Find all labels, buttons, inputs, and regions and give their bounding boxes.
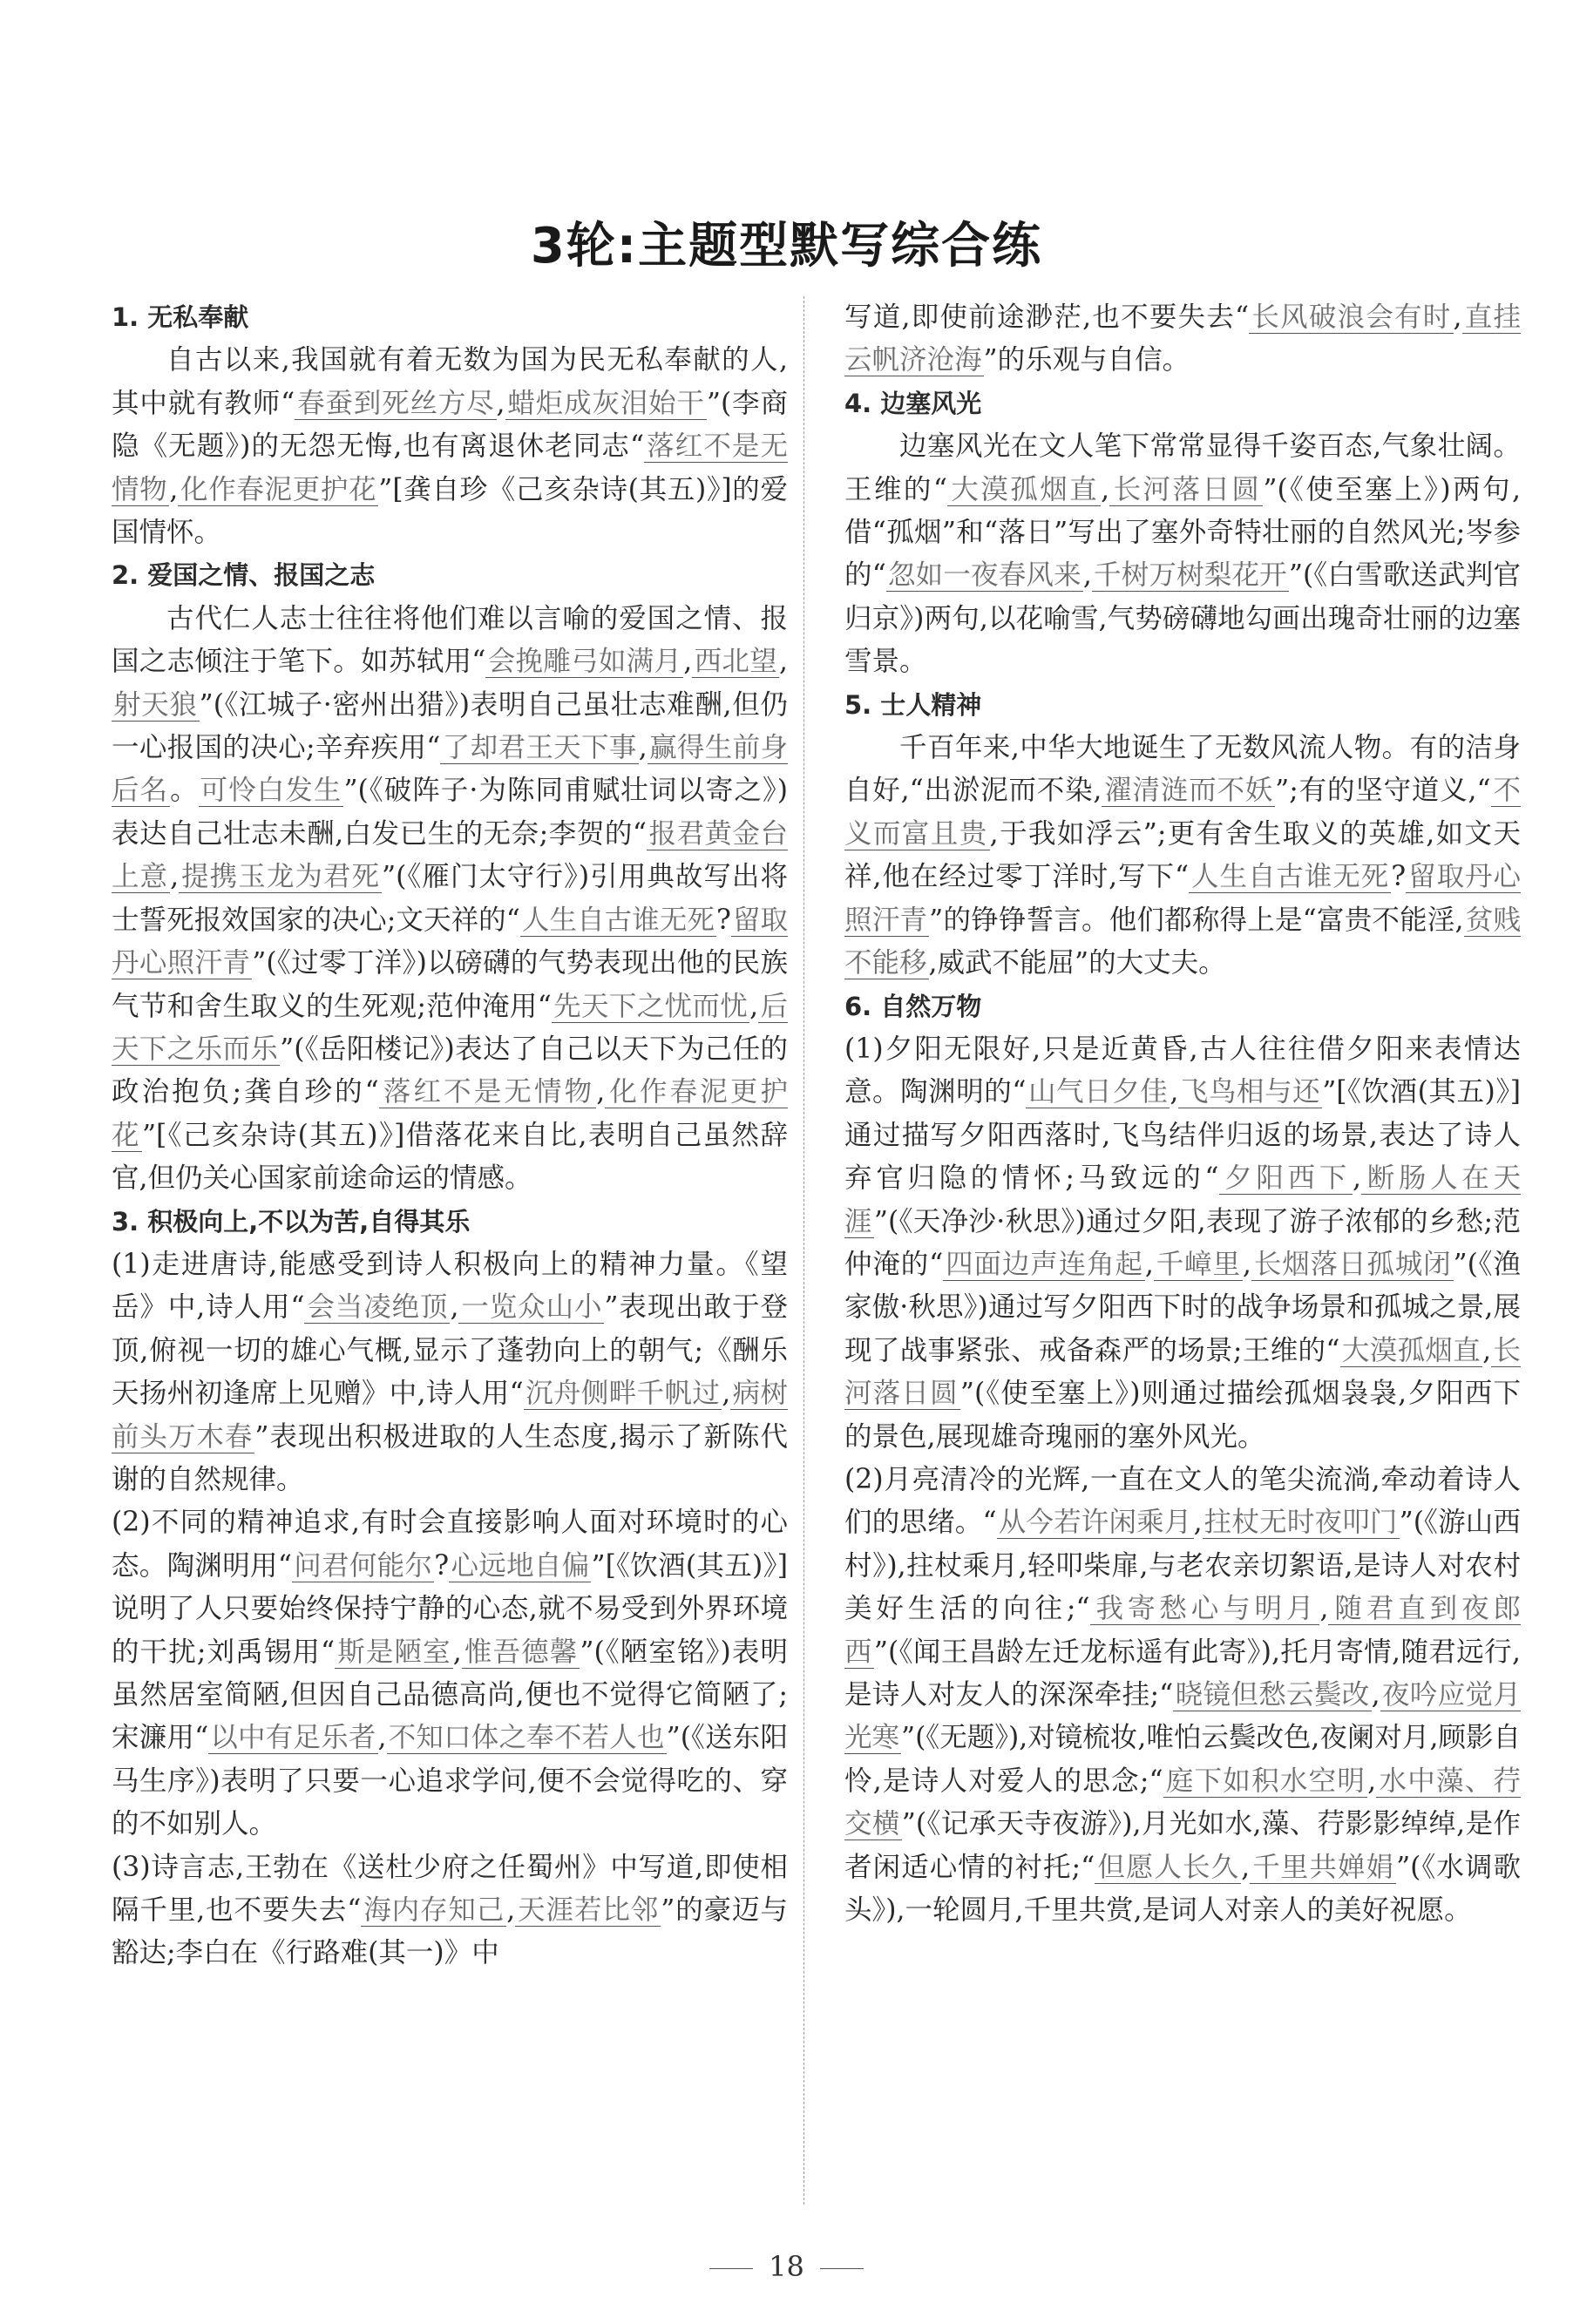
fill-in-answer: 了却君王天下事 xyxy=(442,732,637,764)
fill-in-answer: 会当凌绝顶 xyxy=(306,1291,449,1324)
page-number-footer xyxy=(0,2250,1573,2283)
footer-dash-left xyxy=(709,2268,753,2269)
section-heading: 4. 边塞风光 xyxy=(844,388,982,418)
fill-in-answer: 可怜白发生 xyxy=(200,775,342,807)
body-text: 千百年来,中华大地诞生了无数风流人物。有的洁身自好,“出淤泥而不染, xyxy=(844,732,1521,807)
body-text: 古代仁人志士往往将他们难以言喻的爱国之情、报国之志倾注于笔下。如苏轼用“ xyxy=(112,602,788,678)
body-text: ? xyxy=(434,1549,450,1582)
section-heading: 2. 爱国之情、报国之志 xyxy=(112,560,376,591)
body-text: ”(《天净沙·秋思》)通过夕阳,表现了游子浓郁的乡愁;范仲淹的“ xyxy=(844,1205,1521,1280)
body-text: , xyxy=(638,732,648,764)
body-text: ”(李商隐《无题》)的无怨无悔,也有离退休老同志“ xyxy=(112,387,788,463)
paragraph xyxy=(112,1243,788,1501)
paragraph xyxy=(112,1501,788,1846)
body-text: ”(《白雪歌送武判官归京》)两句,以花喻雪,气势磅礴地勾画出瑰奇壮丽的边塞雪景。 xyxy=(844,559,1521,678)
fill-in-answer: 海内存知己 xyxy=(363,1894,505,1927)
fill-in-answer: 不知口体之奉不若人也 xyxy=(388,1722,665,1754)
fill-in-answer: 飞鸟相与还 xyxy=(1180,1076,1321,1108)
body-text: ”(《岳阳楼记》)表达了自己以天下为己任的政治抱负;龚自珍的“ xyxy=(112,1033,788,1108)
paragraph xyxy=(844,1028,1521,1459)
body-text: ”(《记承天寺夜游》),月光如水,藻、荇影影绰绰,是作者闲适心情的衬托;“ xyxy=(844,1808,1521,1883)
fill-in-answer: 沉舟侧畔千帆过 xyxy=(525,1378,721,1410)
body-text: , xyxy=(452,1636,462,1668)
fill-in-answer: 水中藻、荇交横 xyxy=(844,1765,1521,1840)
body-text: ”[《饮酒(其五)》]通过描写夕阳西落时,飞鸟结伴归返的场景,表达了诗人弃官归隐的情怀;马致远的“ xyxy=(844,1076,1521,1195)
paragraph xyxy=(844,1459,1521,1932)
body-text: , xyxy=(1353,1162,1362,1195)
body-text: ”(《水调歌头》),一轮圆月,千里共赏,是词人对亲人的美好祝愿。 xyxy=(844,1851,1521,1927)
fill-in-answer: 拄杖无时夜叩门 xyxy=(1203,1507,1398,1539)
body-text: , xyxy=(1170,1076,1179,1108)
body-text: ”(《渔家傲·秋思》)通过写夕阳西下时的战争场景和孤城之景,展现了战事紧张、戒备森严的场景;王维的“ xyxy=(844,1248,1521,1366)
fill-in-answer: 提携玉龙为君死 xyxy=(180,861,381,893)
fill-in-answer: 报君黄金台上意 xyxy=(112,817,788,893)
body-text: ”(《使至塞上》)则通过描绘孤烟袅袅,夕阳西下的景色,展现雄奇瑰丽的塞外风光。 xyxy=(844,1378,1521,1453)
fill-in-answer: 长河落日圆 xyxy=(1111,473,1262,505)
body-text: , xyxy=(1367,1765,1377,1797)
body-text: ? xyxy=(715,904,731,936)
fill-in-answer: 山气日夕佳 xyxy=(1027,1076,1169,1108)
body-text: , xyxy=(506,1894,516,1927)
body-text: , xyxy=(1371,1679,1380,1711)
body-text: ”[《己亥杂诗(其五)》]借落花来自比,表明自己虽然辞官,但仍关心国家前途命运的情感。 xyxy=(112,1119,788,1195)
fill-in-answer: 化作春泥更护花 xyxy=(112,1076,788,1151)
body-text: ”(《无题》),对镜梳妆,唯怕云鬓改色,夜阑对月,顾影自怜,是诗人对爱人的思念;“ xyxy=(844,1722,1521,1797)
page-title: 3轮:主题型默写综合练 xyxy=(530,218,1043,274)
body-text: , xyxy=(1482,1334,1492,1366)
body-text: , xyxy=(170,861,180,893)
body-text: , xyxy=(749,990,759,1022)
section-heading: 1. 无私奉献 xyxy=(112,302,249,332)
body-text: , xyxy=(683,646,693,678)
fill-in-answer: 人生自古谁无死 xyxy=(1190,861,1390,893)
fill-in-answer: 四面边声连角起 xyxy=(945,1248,1143,1280)
fill-in-answer: 但愿人长久 xyxy=(1096,1851,1240,1883)
body-text: ”的铮铮誓言。他们都称得上是“富贵不能淫, xyxy=(929,904,1464,936)
fill-in-answer: 晓镜但愁云鬓改 xyxy=(1175,1679,1370,1711)
paragraph xyxy=(844,296,1521,383)
paragraph xyxy=(112,1846,788,1975)
fill-in-answer: 后天下之乐而乐 xyxy=(112,990,788,1065)
fill-in-answer: 射天狼 xyxy=(113,688,198,721)
fill-in-answer: 随君直到夜郎西 xyxy=(844,1593,1521,1668)
fill-in-answer: 夕阳西下 xyxy=(1220,1162,1351,1195)
body-text: ”(《陋室铭》)表明虽然居室简陋,但因自己品德高尚,便也不觉得它简陋了;宋濂用“ xyxy=(112,1636,788,1754)
body-text: (2)月亮清冷的光辉,一直在文人的笔尖流淌,牵动着诗人们的思绪。“ xyxy=(844,1463,1521,1539)
fill-in-answer: 长烟落日孤城闭 xyxy=(1252,1248,1452,1280)
body-text: , xyxy=(1193,1507,1203,1539)
body-text: 。 xyxy=(170,775,199,807)
fill-in-answer: 我寄愁心与明月 xyxy=(1091,1593,1319,1625)
body-text: , xyxy=(722,1378,731,1410)
body-text: , xyxy=(1453,302,1462,333)
body-text: ”(《过零丁洋》)以磅礴的气势表现出他的民族气节和舍生取义的生死观;范仲淹用“ xyxy=(112,947,788,1022)
body-text: ”(《使至塞上》)两句,借“孤烟”和“落日”写出了塞外奇特壮丽的自然风光;岑参的“ xyxy=(844,473,1521,592)
body-text: ”(《送东阳马生序》)表明了只要一心追求学问,便不会觉得吃的、穿的不如别人。 xyxy=(112,1722,788,1840)
fill-in-answer: 贫贱不能移 xyxy=(844,904,1521,979)
fill-in-answer: 直挂云帆济沧海 xyxy=(844,302,1521,376)
body-text: ”[《饮酒(其五)》]说明了人只要始终保持宁静的心态,就不易受到外界环境的干扰;刘禹锡用“ xyxy=(112,1549,788,1668)
body-text: , xyxy=(1101,473,1110,505)
footer-dash-right xyxy=(820,2268,864,2269)
fill-in-answer: 千树万树梨花开 xyxy=(1093,559,1287,592)
body-text: , xyxy=(496,387,505,419)
body-text: ”(《破阵子·为陈同甫赋壮词以寄之》)表达自己壮志未酬,白发已生的无奈;李贺的“ xyxy=(112,775,788,850)
paragraph xyxy=(112,339,788,554)
fill-in-answer: 不义而富且贵 xyxy=(844,775,1521,850)
fill-in-answer: 庭下如积水空明 xyxy=(1164,1765,1366,1797)
body-text: ”;有的坚守道义,“ xyxy=(1275,775,1491,807)
body-text: , xyxy=(1319,1593,1329,1625)
fill-in-answer: 断肠人在天涯 xyxy=(844,1162,1521,1237)
body-text: ”(《闻王昌龄左迁龙标遥有此寄》),托月寄情,随君远行,是诗人对友人的深深牵挂;“ xyxy=(844,1636,1521,1711)
body-text: ”(《江城子·密州出猎》)表明自己虽壮志难酬,但仍一心报国的决心;辛弃疾用“ xyxy=(112,688,788,764)
paragraph xyxy=(844,727,1521,985)
body-text: , xyxy=(450,1291,459,1324)
fill-in-answer: 人生自古谁无死 xyxy=(521,904,715,936)
fill-in-answer: 斯是陋室 xyxy=(336,1636,451,1668)
fill-in-answer: 天涯若比邻 xyxy=(517,1894,660,1927)
fill-in-answer: 长风破浪会有时 xyxy=(1251,302,1452,333)
fill-in-answer: 留取丹心照汗青 xyxy=(112,904,788,979)
fill-in-answer: 问君何能尔 xyxy=(293,1549,433,1582)
body-text: ”(《雁门太守行》)引用典故写出将士誓死报效国家的决心;文天祥的“ xyxy=(112,861,788,936)
fill-in-answer: 大漠孤烟直 xyxy=(948,473,1100,505)
body-text: ,威武不能屈”的大丈夫。 xyxy=(928,947,1226,979)
fill-in-answer: 蜡炬成灰泪始干 xyxy=(506,387,705,419)
body-text: , xyxy=(778,646,788,678)
fill-in-answer: 惟吾德馨 xyxy=(463,1636,579,1668)
fill-in-answer: 千里共婵娟 xyxy=(1251,1851,1395,1883)
section-heading: 3. 积极向上,不以为苦,自得其乐 xyxy=(112,1206,471,1237)
body-text: (3)诗言志,王勃在《送杜少府之任蜀州》中写道,即使相隔千里,也不要失去“ xyxy=(112,1851,788,1927)
body-text: , xyxy=(1082,559,1092,592)
fill-in-answer: 留取丹心照汗青 xyxy=(844,861,1521,936)
body-text: ”(《游山西村》),拄杖乘月,轻叩柴扉,与老农亲切絮语,是诗人对农村美好生活的向往;“ xyxy=(844,1507,1521,1625)
paragraph xyxy=(844,425,1521,683)
body-text: ”的乐观与自信。 xyxy=(983,344,1190,376)
fill-in-answer: 以中有足乐者 xyxy=(210,1722,376,1754)
body-text: 写道,即使前途渺茫,也不要失去“ xyxy=(844,302,1250,333)
body-text: , xyxy=(377,1722,387,1754)
body-text: ,于我如浮云”;更有舍生取义的英雄,如文天祥,他在经过零丁洋时,写下“ xyxy=(844,817,1521,893)
fill-in-answer: 春蚕到死丝方尽 xyxy=(296,387,495,419)
fill-in-answer: 濯清涟而不妖 xyxy=(1103,775,1274,807)
left-column xyxy=(112,296,788,1975)
paragraph xyxy=(112,598,788,1201)
fill-in-answer: 落红不是无情物 xyxy=(380,1076,595,1108)
body-text: ”的豪迈与豁达;李白在《行路难(其一)》中 xyxy=(112,1894,788,1969)
body-text: , xyxy=(1241,1851,1251,1883)
fill-in-answer: 先天下之忧而忧 xyxy=(553,990,749,1022)
fill-in-answer: 西北望 xyxy=(694,646,777,678)
body-text: , xyxy=(1242,1248,1251,1280)
body-text: ”[龚自珍《己亥杂诗(其五)》]的爱国情怀。 xyxy=(112,473,788,549)
column-divider xyxy=(803,296,804,2205)
section-heading: 5. 士人精神 xyxy=(844,689,982,720)
body-text: ”表现出积极进取的人生态度,揭示了新陈代谢的自然规律。 xyxy=(112,1420,788,1495)
fill-in-answer: 落红不是无情物 xyxy=(112,430,788,505)
body-text: , xyxy=(596,1076,606,1108)
body-text: , xyxy=(169,473,179,505)
body-text: (1)走进唐诗,能感受到诗人积极向上的精神力量。《望岳》中,诗人用“ xyxy=(112,1248,788,1324)
body-text: (1)夕阳无限好,只是近黄昏,古人往往借夕阳来表情达意。陶渊明的“ xyxy=(844,1033,1521,1108)
fill-in-answer: 赢得生前身后名 xyxy=(112,732,788,807)
fill-in-answer: 大漠孤烟直 xyxy=(1341,1334,1481,1366)
body-text: 自古以来,我国就有着无数为国为民无私奉献的人,其中就有教师“ xyxy=(112,344,788,419)
fill-in-answer: 夜吟应觉月光寒 xyxy=(844,1679,1521,1754)
body-text: ? xyxy=(1391,861,1407,893)
fill-in-answer: 心远地自偏 xyxy=(451,1549,590,1582)
right-column xyxy=(844,296,1521,1932)
page-number: 18 xyxy=(769,2250,804,2283)
fill-in-answer: 千嶂里 xyxy=(1155,1248,1241,1280)
section-heading: 6. 自然万物 xyxy=(844,991,982,1021)
fill-in-answer: 从今若许闲乘月 xyxy=(998,1507,1192,1539)
fill-in-answer: 一览众山小 xyxy=(460,1291,603,1324)
body-text: ”表现出敢于登顶,俯视一切的雄心气概,显示了蓬勃向上的朝气;《酬乐天扬州初逢席上见赠》中,诗人用“ xyxy=(112,1291,788,1410)
fill-in-answer: 化作春泥更护花 xyxy=(180,473,377,505)
body-text: 边塞风光在文人笔下常常显得千姿百态,气象壮阔。王维的“ xyxy=(844,430,1521,505)
body-text: , xyxy=(1144,1248,1154,1280)
fill-in-answer: 忽如一夜春风来 xyxy=(887,559,1081,592)
fill-in-answer: 会挽雕弓如满月 xyxy=(487,646,682,678)
fill-in-answer: 病树前头万木春 xyxy=(112,1378,788,1453)
body-text: (2)不同的精神追求,有时会直接影响人面对环境时的心态。陶渊明用“ xyxy=(112,1507,788,1582)
fill-in-answer: 长河落日圆 xyxy=(844,1334,1521,1410)
